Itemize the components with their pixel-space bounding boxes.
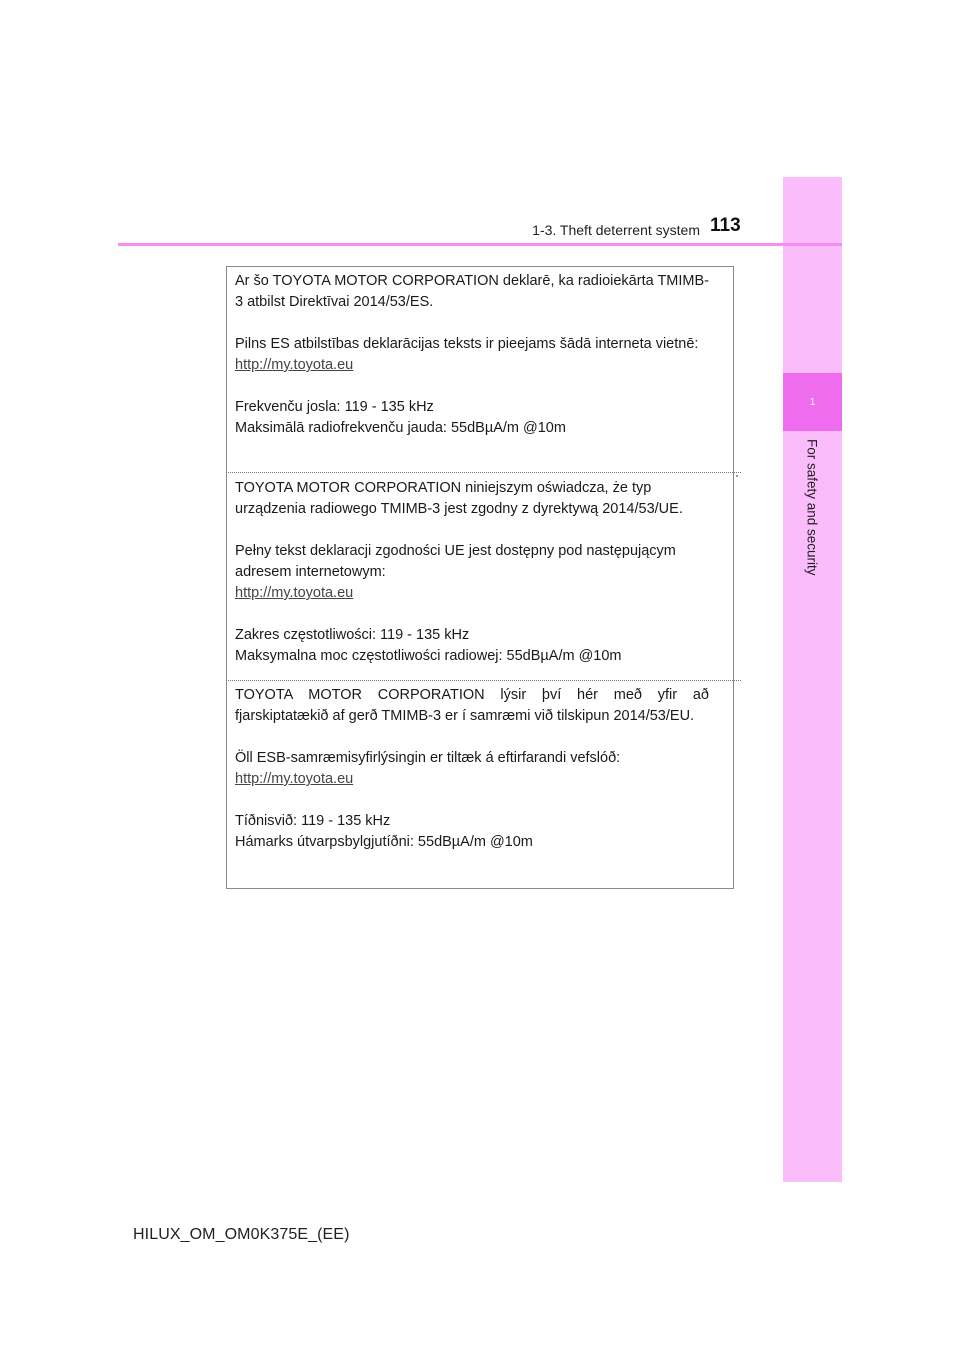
page-number: 113	[710, 215, 741, 236]
chapter-number: 1	[809, 396, 816, 408]
frequency-band: Frekvenču josla: 119 - 135 kHz	[235, 399, 434, 415]
scan-mark	[736, 475, 738, 477]
block-divider	[226, 472, 741, 473]
declaration-block-polish	[227, 478, 733, 667]
declaration-text: TOYOTA MOTOR CORPORATION niniejszym oświadcza, że typ urządzenia radiowego TMIMB-3 jest zgodny z dyrektywą 2014/53/UE.	[235, 480, 683, 517]
frequency-band: Tíðnisvið: 119 - 135 kHz	[235, 813, 391, 829]
block-divider	[226, 680, 741, 681]
availability-text	[235, 748, 709, 790]
declaration-text: TOYOTA MOTOR CORPORATION lýsir því hér með yfir að fjarskiptatækið af gerð TMIMB-3 er í samræmi við tilskipun 2014/53/EU.	[235, 687, 709, 724]
section-title: 1-3. Theft deterrent system	[532, 222, 700, 238]
chapter-sidebar	[783, 177, 842, 1182]
declaration-block-icelandic	[227, 685, 733, 853]
url-link[interactable]: http://my.toyota.eu	[235, 357, 354, 373]
url-link[interactable]: http://my.toyota.eu	[235, 585, 354, 601]
url-link[interactable]: http://my.toyota.eu	[235, 771, 354, 787]
availability-label: Öll ESB-samræmisyfirlýsingin er tiltæk á eftirfarandi vefslóð:	[235, 750, 621, 766]
chapter-title: For safety and security	[804, 439, 820, 576]
spec-text	[235, 811, 709, 853]
spec-text	[235, 397, 709, 439]
chapter-tab[interactable]	[783, 373, 842, 431]
declaration-box	[226, 266, 734, 889]
declaration-text: Ar šo TOYOTA MOTOR CORPORATION deklarē, ka radioiekārta TMIMB-3 atbilst Direktīvai 2014/53/ES.	[235, 273, 709, 310]
availability-label: Pilns ES atbilstības deklarācijas teksts ir pieejams šādā interneta vietnē:	[235, 336, 699, 352]
max-power: Maksymalna moc częstotliwości radiowej: 55dBµA/m @10m	[235, 648, 622, 664]
header-rule	[118, 243, 842, 246]
max-power: Hámarks útvarpsbylgjutíðni: 55dBµA/m @10m	[235, 834, 533, 850]
frequency-band: Zakres częstotliwości: 119 - 135 kHz	[235, 627, 470, 643]
availability-label: Pełny tekst deklaracji zgodności UE jest dostępny pod następującym adresem internetowym:	[235, 543, 676, 580]
availability-text	[235, 541, 709, 604]
declaration-block-latvian	[227, 271, 733, 439]
max-power: Maksimālā radiofrekvenču jauda: 55dBµA/m @10m	[235, 420, 566, 436]
availability-text	[235, 334, 709, 376]
manual-code: HILUX_OM_OM0K375E_(EE)	[133, 1226, 350, 1243]
spec-text	[235, 625, 709, 667]
